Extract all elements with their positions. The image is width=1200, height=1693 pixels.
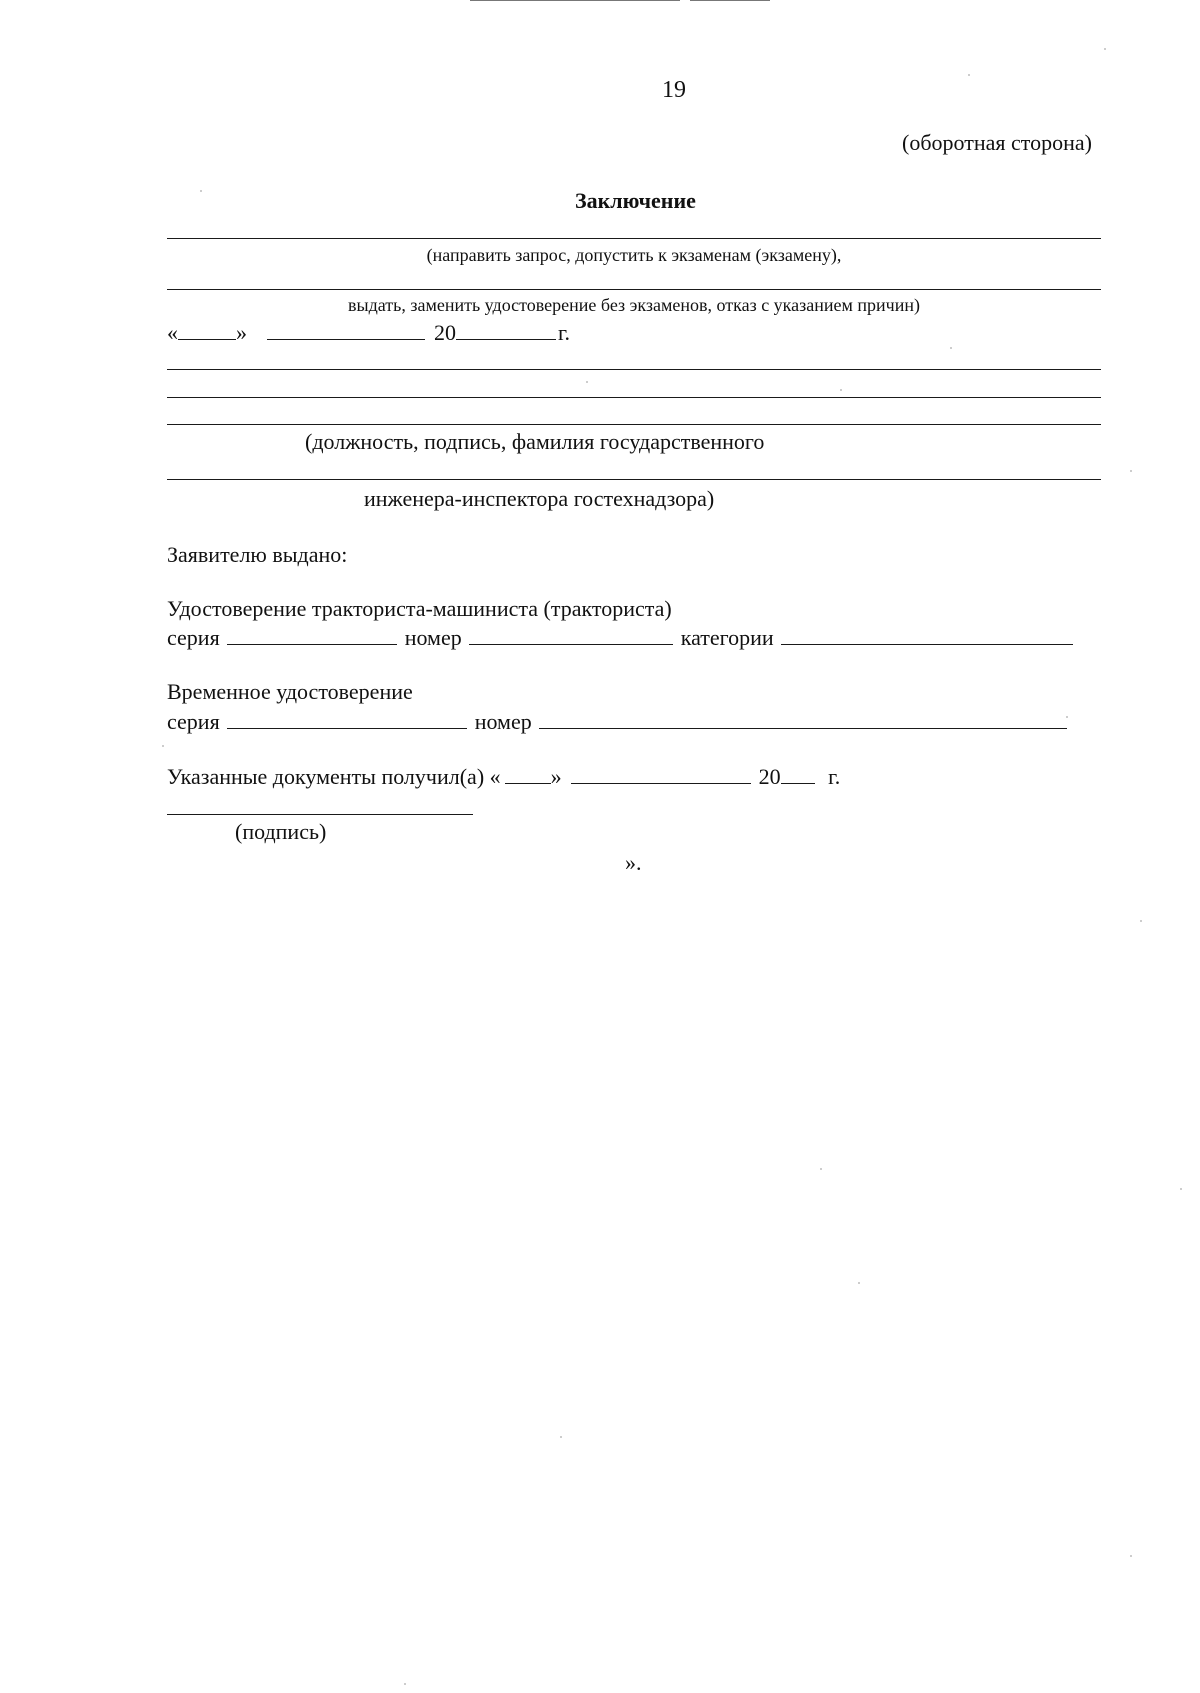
conclusion-hint-1: (направить запрос, допустить к экзаменам (экзамену), [426, 245, 842, 265]
scan-speck [1130, 1555, 1132, 1557]
date-year-prefix: 20 [434, 320, 456, 345]
scan-speck [586, 381, 588, 383]
scan-speck [1140, 920, 1142, 922]
date-day-field[interactable] [178, 319, 236, 340]
official-line[interactable] [167, 397, 1101, 398]
temp-license-number-label: номер [474, 709, 532, 734]
official-hint-2: инженера-инспектора гостехнадзора) [364, 486, 715, 511]
received-year-prefix: 20 [758, 764, 781, 789]
scan-speck [1130, 470, 1132, 472]
scan-speck [858, 1282, 860, 1284]
date-month-field[interactable] [267, 319, 425, 340]
license-series-field[interactable] [227, 624, 397, 645]
received-month-field[interactable] [571, 763, 751, 784]
conclusion-line[interactable] [167, 289, 1101, 290]
official-line[interactable] [167, 479, 1101, 480]
page-number: 19 [662, 77, 686, 103]
scan-speck [1066, 716, 1068, 718]
official-hint-1: (должность, подпись, фамилия государственного [305, 429, 765, 454]
signature-label: (подпись) [235, 819, 327, 844]
scan-speck [820, 1168, 822, 1170]
top-edge-mark [690, 0, 770, 1]
scan-speck [162, 745, 164, 747]
license-fields-row [167, 624, 1073, 651]
license-title: Удостоверение тракториста-машиниста (тракториста) [167, 596, 672, 621]
license-category-label: категории [680, 625, 774, 650]
received-year-suffix: г. [828, 764, 841, 789]
scan-speck [840, 389, 842, 391]
official-line[interactable] [167, 369, 1101, 370]
signature-line[interactable] [167, 814, 473, 815]
received-text: Указанные документы получил(а) « [167, 764, 501, 789]
received-row [167, 763, 840, 790]
closing-quote: ». [625, 850, 642, 875]
top-edge-mark [470, 0, 680, 1]
temp-license-series-field[interactable] [227, 708, 467, 729]
side-note: (оборотная сторона) [902, 130, 1092, 155]
date-year-field[interactable] [456, 319, 556, 340]
scan-speck [1104, 48, 1106, 50]
scan-speck [950, 347, 952, 349]
date-close-quote: » [236, 320, 247, 345]
scan-speck [1180, 1188, 1182, 1190]
temp-license-series-label: серия [167, 709, 220, 734]
temp-license-fields-row [167, 708, 1067, 735]
scan-speck [200, 190, 202, 192]
scan-speck [560, 1436, 562, 1438]
document-title: Заключение [575, 188, 696, 213]
date-year-suffix: г. [558, 320, 571, 345]
received-day-field[interactable] [505, 763, 551, 784]
official-line[interactable] [167, 424, 1101, 425]
license-category-field[interactable] [781, 624, 1073, 645]
received-year-field[interactable] [781, 763, 815, 784]
conclusion-date [167, 319, 570, 346]
temp-license-title: Временное удостоверение [167, 679, 413, 704]
issued-heading: Заявителю выдано: [167, 542, 348, 567]
received-close-quote: » [550, 764, 562, 789]
license-number-label: номер [404, 625, 462, 650]
temp-license-number-field[interactable] [539, 708, 1067, 729]
conclusion-hint-2: выдать, заменить удостоверение без экзаменов, отказ с указанием причин) [348, 295, 920, 315]
conclusion-line[interactable] [167, 238, 1101, 239]
date-open-quote: « [167, 320, 178, 345]
scan-speck [968, 74, 970, 76]
scan-speck [404, 1683, 406, 1685]
license-series-label: серия [167, 625, 220, 650]
license-number-field[interactable] [469, 624, 673, 645]
